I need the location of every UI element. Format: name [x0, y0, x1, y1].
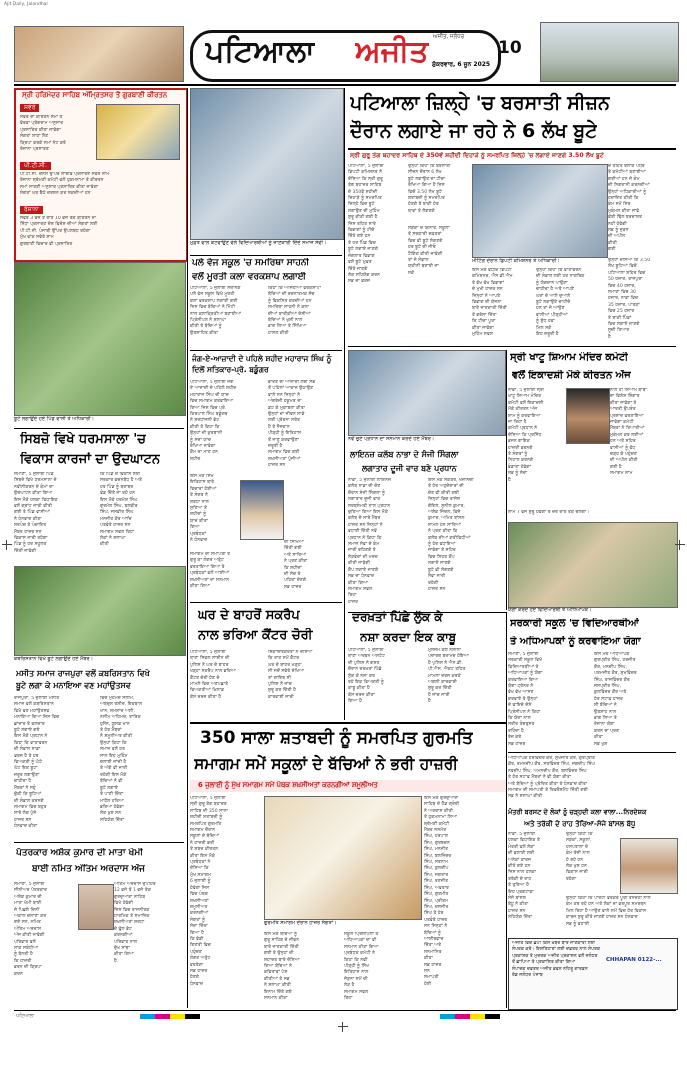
imprint-code: CHHAPAN 0122-... [606, 957, 662, 963]
lead-headline-2: ਦੌਰਾਨ ਲਗਾਏ ਜਾ ਰਹੇ ਨੇ 6 ਲੱਖ ਬੂਟੇ [350, 120, 598, 142]
masjid-photo [14, 566, 186, 656]
registration-mark [675, 540, 685, 550]
sarkari-headline-1: ਸਰਕਾਰੀ ਸਕੂਲ 'ਚ ਵਿਦਿਆਰਥੀਆਂ [510, 618, 639, 629]
shatabdi-kicker: 6 ਜੁਲਾਈ ਨੂੰ ਮੁੱਖ ਸਮਾਗਮ ਸਮੇਂ ਪੰਥਕ ਸ਼ਖ਼ਸੀਅਤਾਂ ਕਰਨਗੀਆਂ ਸ਼ਮੂਲੀਅਤ [198, 781, 378, 789]
minister-headline-2: ਅਤੇ ਤਰੱਕੀ ਦੇ ਰਾਹ ਤੋਰਿਆ-ਸੰਜੇ ਬਾਂਸਲ ਬੱਧੂ [524, 820, 636, 828]
masthead-photo-left [14, 26, 184, 82]
khatu-headline-2: ਵਲੋਂ ਇਕਾਦਸ਼ੀ ਮੌਕੇ ਕੀਰਤਨ ਅੱਜ [512, 370, 631, 381]
yoga-photo [508, 522, 678, 608]
footer-left: ਪਟਿਆਲਾ [16, 1013, 35, 1019]
home-headline-2: ਨਾਲ ਭਰਿਆ ਕੈਂਟਰ ਚੋਰੀ [198, 628, 313, 643]
badungar-photo [240, 480, 284, 540]
lions-club-photo [348, 350, 506, 436]
shatabdi-headline-1: 350 ਸਾਲਾ ਸ਼ਤਾਬਦੀ ਨੂੰ ਸਮਰਪਿਤ ਗੁਰਮਤਿ [200, 728, 473, 748]
shatabdi-headline-2: ਸਮਾਗਮ ਸਮੇਂ ਸਕੂਲਾਂ ਦੇ ਬੱਚਿਆਂ ਨੇ ਭਰੀ ਹਾਜ਼ਰੀ [194, 755, 459, 773]
tree-headline-1: ਦਰਖ਼ਤਾਂ ਪਿੱਛੇ ਲੁੱਕ ਕੇ [352, 610, 443, 624]
masjid-headline-2: ਬੂਟੇ ਲਗਾ ਕੇ ਮਨਾਇਆ ਵਣ ਮਹਾਂਉਤਸਵ [16, 681, 131, 690]
bansal-photo [620, 838, 678, 894]
sarkari-headline-2: ਤੇ ਅਧਿਆਪਕਾਂ ਨੂੰ ਕਰਵਾਇਆ ਯੋਗਾ [510, 636, 641, 647]
patrakar-headline-2: ਬਾਈ ਨਮਿਤ ਅੰਤਿਮ ਅਰਦਾਸ ਅੱਜ [32, 864, 146, 874]
obituary-photo [78, 884, 114, 930]
notice-temple-photo [96, 104, 180, 160]
school-headline-1: ਪਲੇ ਵੇਜ ਸਕੂਲ 'ਚ ਸਮਰਿਥਾ ਸਾਹਨੀ [192, 258, 310, 268]
school-headline-2: ਵਲੋਂ ਮੂਰਤੀ ਕਲਾ ਵਰਕਸ਼ਾਪ ਲਗਾਈ [192, 272, 307, 282]
registration-mark [338, 1022, 348, 1032]
color-bar-right [440, 1014, 500, 1019]
notice-title: ਸ੍ਰੀ ਹਰਿਮੰਦਰ ਸਾਹਿਬ ਅੰਮ੍ਰਿਤਸਰ ਤੋਂ ਗੁਰਬਾਣੀ ਕੀਰਤਨ [22, 91, 168, 99]
minister-headline-1: ਮੰਤਰੀ ਬਰਸਟ ਦੇ ਲੋਕਾਂ ਨੂੰ ਚੜ੍ਹਦੀ ਕਲਾ ਵਾਲਾ...ਨਿਰਦੇਸ਼ਕ [508, 808, 647, 816]
masthead-date: ਸ਼ੁੱਕਰਵਾਰ, 6 ਜੂਨ 2025 [432, 61, 491, 68]
print-line: Ajit Daily, Jalandhar [4, 2, 49, 7]
dc-meeting-photo [472, 164, 608, 258]
lions-headline-1: ਲਾਇਨਜ਼ ਕਲੱਬ ਨਾਭਾ ਦੇ ਸੰਜੀ ਸਿੰਗਲਾ [350, 450, 459, 459]
masthead-brand-left: ਪਟਿਆਲਾ [205, 34, 315, 69]
tree-headline-2: ਨਸ਼ਾ ਕਰਦਾ ਇਕ ਕਾਬੂ [360, 630, 457, 644]
lions-headline-2: ਲਗਾਤਾਰ ਦੂਜੀ ਵਾਰ ਬਣੇ ਪ੍ਰਧਾਨ [362, 464, 457, 473]
sibjo-headline-1: ਸਿਬਜ਼ੋ ਵਿਖੇ ਧਰਮਸਾਲਾ 'ਚ [20, 432, 147, 447]
khatu-headline-1: ਸ੍ਰੀ ਖਾਟੂ ਸ਼ਿਆਮ ਮੰਦਿਰ ਕਮੇਟੀ [510, 352, 629, 363]
masthead-brand-right: ਅਜੀਤ [355, 34, 429, 69]
notice-label-1: ਸਵੇਰੇ [20, 104, 39, 112]
lead-headline-1: ਪਟਿਆਲਾ ਜ਼ਿਲ੍ਹੇ 'ਚ ਬਰਸਾਤੀ ਸੀਜ਼ਨ [350, 92, 610, 114]
color-bar [140, 1014, 200, 1019]
notice-label-2: ਪੀ.ਟੀ.ਸੀ. [20, 162, 51, 170]
tree-planting-photo [14, 262, 186, 416]
patriot-headline: ਜੰਗ-ਏ-ਆਜ਼ਾਦੀ ਦੇ ਪਹਿਲੇ ਸ਼ਹੀਦ ਮਹਾਰਾਜ ਸਿੰਘ ਨੂੰ ਦਿਲੋਂ ਸਤਿਕਾਰ-ਪ੍ਰੋ. ਬਡੂੰਗਰ [192, 354, 332, 374]
masthead-photo-right [540, 22, 679, 82]
patrakar-headline-1: ਪੱਤਰਕਾਰ ਅਸ਼ੋਕ ਕੁਮਾਰ ਦੀ ਮਾਤਾ ਖੇਮੀ [16, 848, 144, 858]
sibjo-headline-2: ਵਿਕਾਸ ਕਾਰਜਾਂ ਦਾ ਉਦਘਾਟਨ [20, 452, 161, 467]
lead-kicker: ਸ੍ਰੀ ਗੁਰੂ ਤੇਗ ਬਹਾਦਰ ਸਾਹਿਬ ਦੇ 350ਵੇਂ ਸ਼ਹੀਦੀ ਦਿਹਾੜੇ ਨੂੰ ਸਮਰਪਿਤ ਜ਼ਿਲ੍ਹੇ 'ਚ ਲਗਾਏ ਜਾਣਗੇ 3.50 ਲੱਖ ਬੂਟੇ [350, 152, 604, 159]
masthead-subtitle: ਅਜੀਤ, ਜਲੰਧਰ [433, 34, 465, 40]
page-number: 10 [498, 38, 522, 58]
haircut-photo [190, 88, 344, 240]
masjid-headline-1: ਮਸੀਤ ਸਮਾਜ ਰਾਜਪੁਰਾ ਵਲੋਂ ਕਬਰਿਸਤਾਨ ਵਿਖੇ [16, 669, 150, 678]
khatu-photo [566, 388, 610, 444]
home-headline-1: ਘਰ ਦੇ ਬਾਹਰੋਂ ਸਕਰੈਪ [198, 608, 300, 623]
gurmat-samagam-photo [264, 796, 422, 920]
haircut-caption: ਮੁਫ਼ਤ ਵਾਲ ਕਟਵਾਉਣ ਵੇਲੇ ਵਿਦਿਆਰਥੀਆਂ ਨੂੰ ਜਾਣਕਾਰੀ ਦਿੰਦੇ ਸਮਾਜ ਸੇਵੀ। [190, 240, 327, 246]
registration-mark [2, 540, 12, 550]
notice-label-3: ਰੋਜ਼ਾਨਾ [20, 206, 43, 214]
